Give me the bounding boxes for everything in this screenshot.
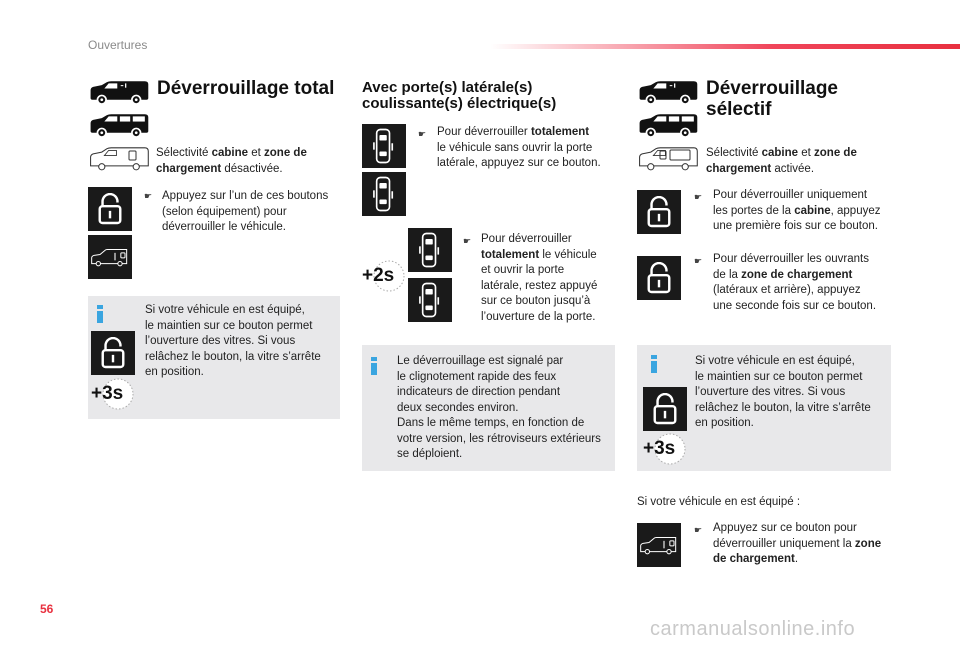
load-area-only-button [637, 523, 681, 567]
padlock-open-icon [651, 393, 679, 425]
timer-badge-icon: +2s [362, 259, 406, 293]
col3-info-text: Si votre véhicule en est équipé, le maintien sur ce bouton permet l’ouverture des vitres. Si vous relâchez le bouton, la vitre s’arrête en position. [695, 355, 871, 429]
unlock-button [88, 187, 132, 231]
van-outline-selective-on-icon [637, 145, 699, 173]
van-outline-selective-off-icon [88, 145, 150, 173]
padlock-open-icon [99, 337, 127, 369]
car-top-door-closed-icon [373, 126, 395, 166]
col1-info-text: Si votre véhicule en est équipé, le maintien sur ce bouton permet l’ouverture des vitres. Si vous relâchez le bouton, la vitre s’arrête en position. [145, 304, 321, 378]
col2-instruction-a: Pour déverrouiller totalement le véhicule sans ouvrir la porte latérale, appuyez sur ce bouton. [437, 126, 601, 169]
car-top-door-open-icon [419, 280, 441, 320]
unlock-button [643, 387, 687, 431]
col1-instruction: Appuyez sur l’un de ces boutons (selon équipement) pour déverrouiller le véhicule. [162, 190, 329, 233]
col2-info-box [362, 345, 615, 471]
padlock-open-icon [645, 196, 673, 228]
sliding-door-title: Avec porte(s) latérale(s) coulissante(s) électrique(s) [362, 79, 557, 112]
unlock-side-button [88, 235, 132, 279]
bullet-icon: ☛ [694, 192, 703, 202]
info-icon [651, 355, 657, 373]
load-area-unlock-button [637, 256, 681, 300]
info-icon [371, 357, 377, 375]
selective-unlock-title: Déverrouillage sélectif [706, 78, 838, 120]
total-unlock-title: Déverrouillage total [157, 78, 335, 99]
unlock-door-closed-button [362, 124, 406, 168]
bullet-icon: ☛ [463, 236, 472, 246]
van-icon [637, 79, 699, 105]
watermark: carmanualsonline.info [650, 618, 856, 640]
bullet-icon: ☛ [144, 191, 153, 201]
selectivity-off-text: Sélectivité cabine et zone de chargement désactivée. [156, 147, 307, 175]
col3-instruction-b: Pour déverrouiller les ouvrants de la zone de chargement (latéraux et arrière), appuyez une seconde fois sur ce bouton. [713, 253, 877, 312]
padlock-open-icon [645, 262, 673, 294]
equipped-note: Si votre véhicule en est équipé : [637, 496, 801, 508]
van-icon [88, 79, 150, 105]
col3-instruction-a: Pour déverrouiller uniquement les portes de la cabine, appuyez une première fois sur ce bouton. [713, 189, 881, 232]
col2-info-text: Le déverrouillage est signalé par le clignotement rapide des feux indicateurs de direction pendant deux secondes environ. Dans le même temps, en fonction de votre version, les rétroviseurs extérieurs se déploient. [397, 355, 601, 460]
selectivity-on-text: Sélectivité cabine et zone de chargement activée. [706, 147, 857, 175]
col1-info-box [88, 296, 340, 419]
van-glazed-icon [88, 112, 150, 138]
car-top-door-open-icon [419, 230, 441, 270]
timer-badge-icon: +3s [643, 432, 687, 466]
bullet-icon: ☛ [694, 525, 703, 535]
van-side-key-icon [639, 533, 679, 557]
van-glazed-icon [637, 112, 699, 138]
bullet-icon: ☛ [694, 256, 703, 266]
section-label: Ouvertures [88, 38, 148, 52]
col2-instruction-b: Pour déverrouiller totalement le véhicule et ouvrir la porte latérale, restez appuyé sur ce bouton jusqu’à l’ouverture de la porte. [481, 233, 598, 323]
timer-badge-icon: +3s [91, 377, 135, 411]
car-top-door-closed-icon [373, 174, 395, 214]
cabin-unlock-button [637, 190, 681, 234]
bullet-icon: ☛ [418, 129, 427, 139]
unlock-button [91, 331, 135, 375]
page-number: 56 [40, 602, 54, 616]
padlock-open-icon [96, 193, 124, 225]
van-side-key-icon [90, 245, 130, 269]
unlock-door-open-alt-button [408, 278, 452, 322]
info-icon [97, 305, 103, 323]
col3-instruction-c: Appuyez sur ce bouton pour déverrouiller uniquement la zone de chargement. [713, 522, 882, 565]
unlock-door-closed-alt-button [362, 172, 406, 216]
header-rule [490, 44, 960, 49]
col3-info-box [637, 345, 891, 471]
unlock-door-open-button [408, 228, 452, 272]
